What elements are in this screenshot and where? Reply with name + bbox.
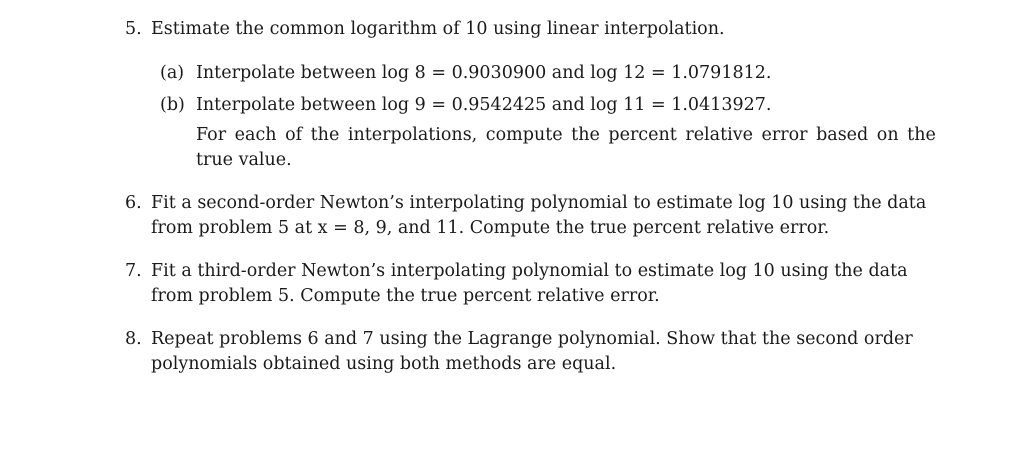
problem-text: from problem 5 at x = 8, 9, and 11. Compute the true percent relative error. [151,218,830,238]
problem-text: Repeat problems 6 and 7 using the Lagrange polynomial. Show that the second order [151,329,913,349]
part-label: (b) [160,95,185,115]
problem-number: 6. [125,193,142,213]
note-line: For each of the interpolations, compute the percent relative error based on the [196,125,936,145]
problem-text: from problem 5. Compute the true percent relative error. [151,286,660,306]
note-line: true value. [196,150,292,170]
problem-text: Fit a third-order Newton’s interpolating polynomial to estimate log 10 using the data [151,261,908,281]
problem-number: 7. [125,261,142,281]
problem-text: polynomials obtained using both methods are equal. [151,354,617,374]
problem-number: 8. [125,329,142,349]
problem-number: 5. [125,19,142,39]
part-label: (a) [160,63,185,83]
problem-text: Estimate the common logarithm of 10 using linear interpolation. [151,19,725,39]
problem-text: Fit a second-order Newton’s interpolating polynomial to estimate log 10 using the data [151,193,927,213]
part-text: Interpolate between log 9 = 0.9542425 and log 11 = 1.0413927. [196,95,772,115]
part-text: Interpolate between log 8 = 0.9030900 and log 12 = 1.0791812. [196,63,772,83]
